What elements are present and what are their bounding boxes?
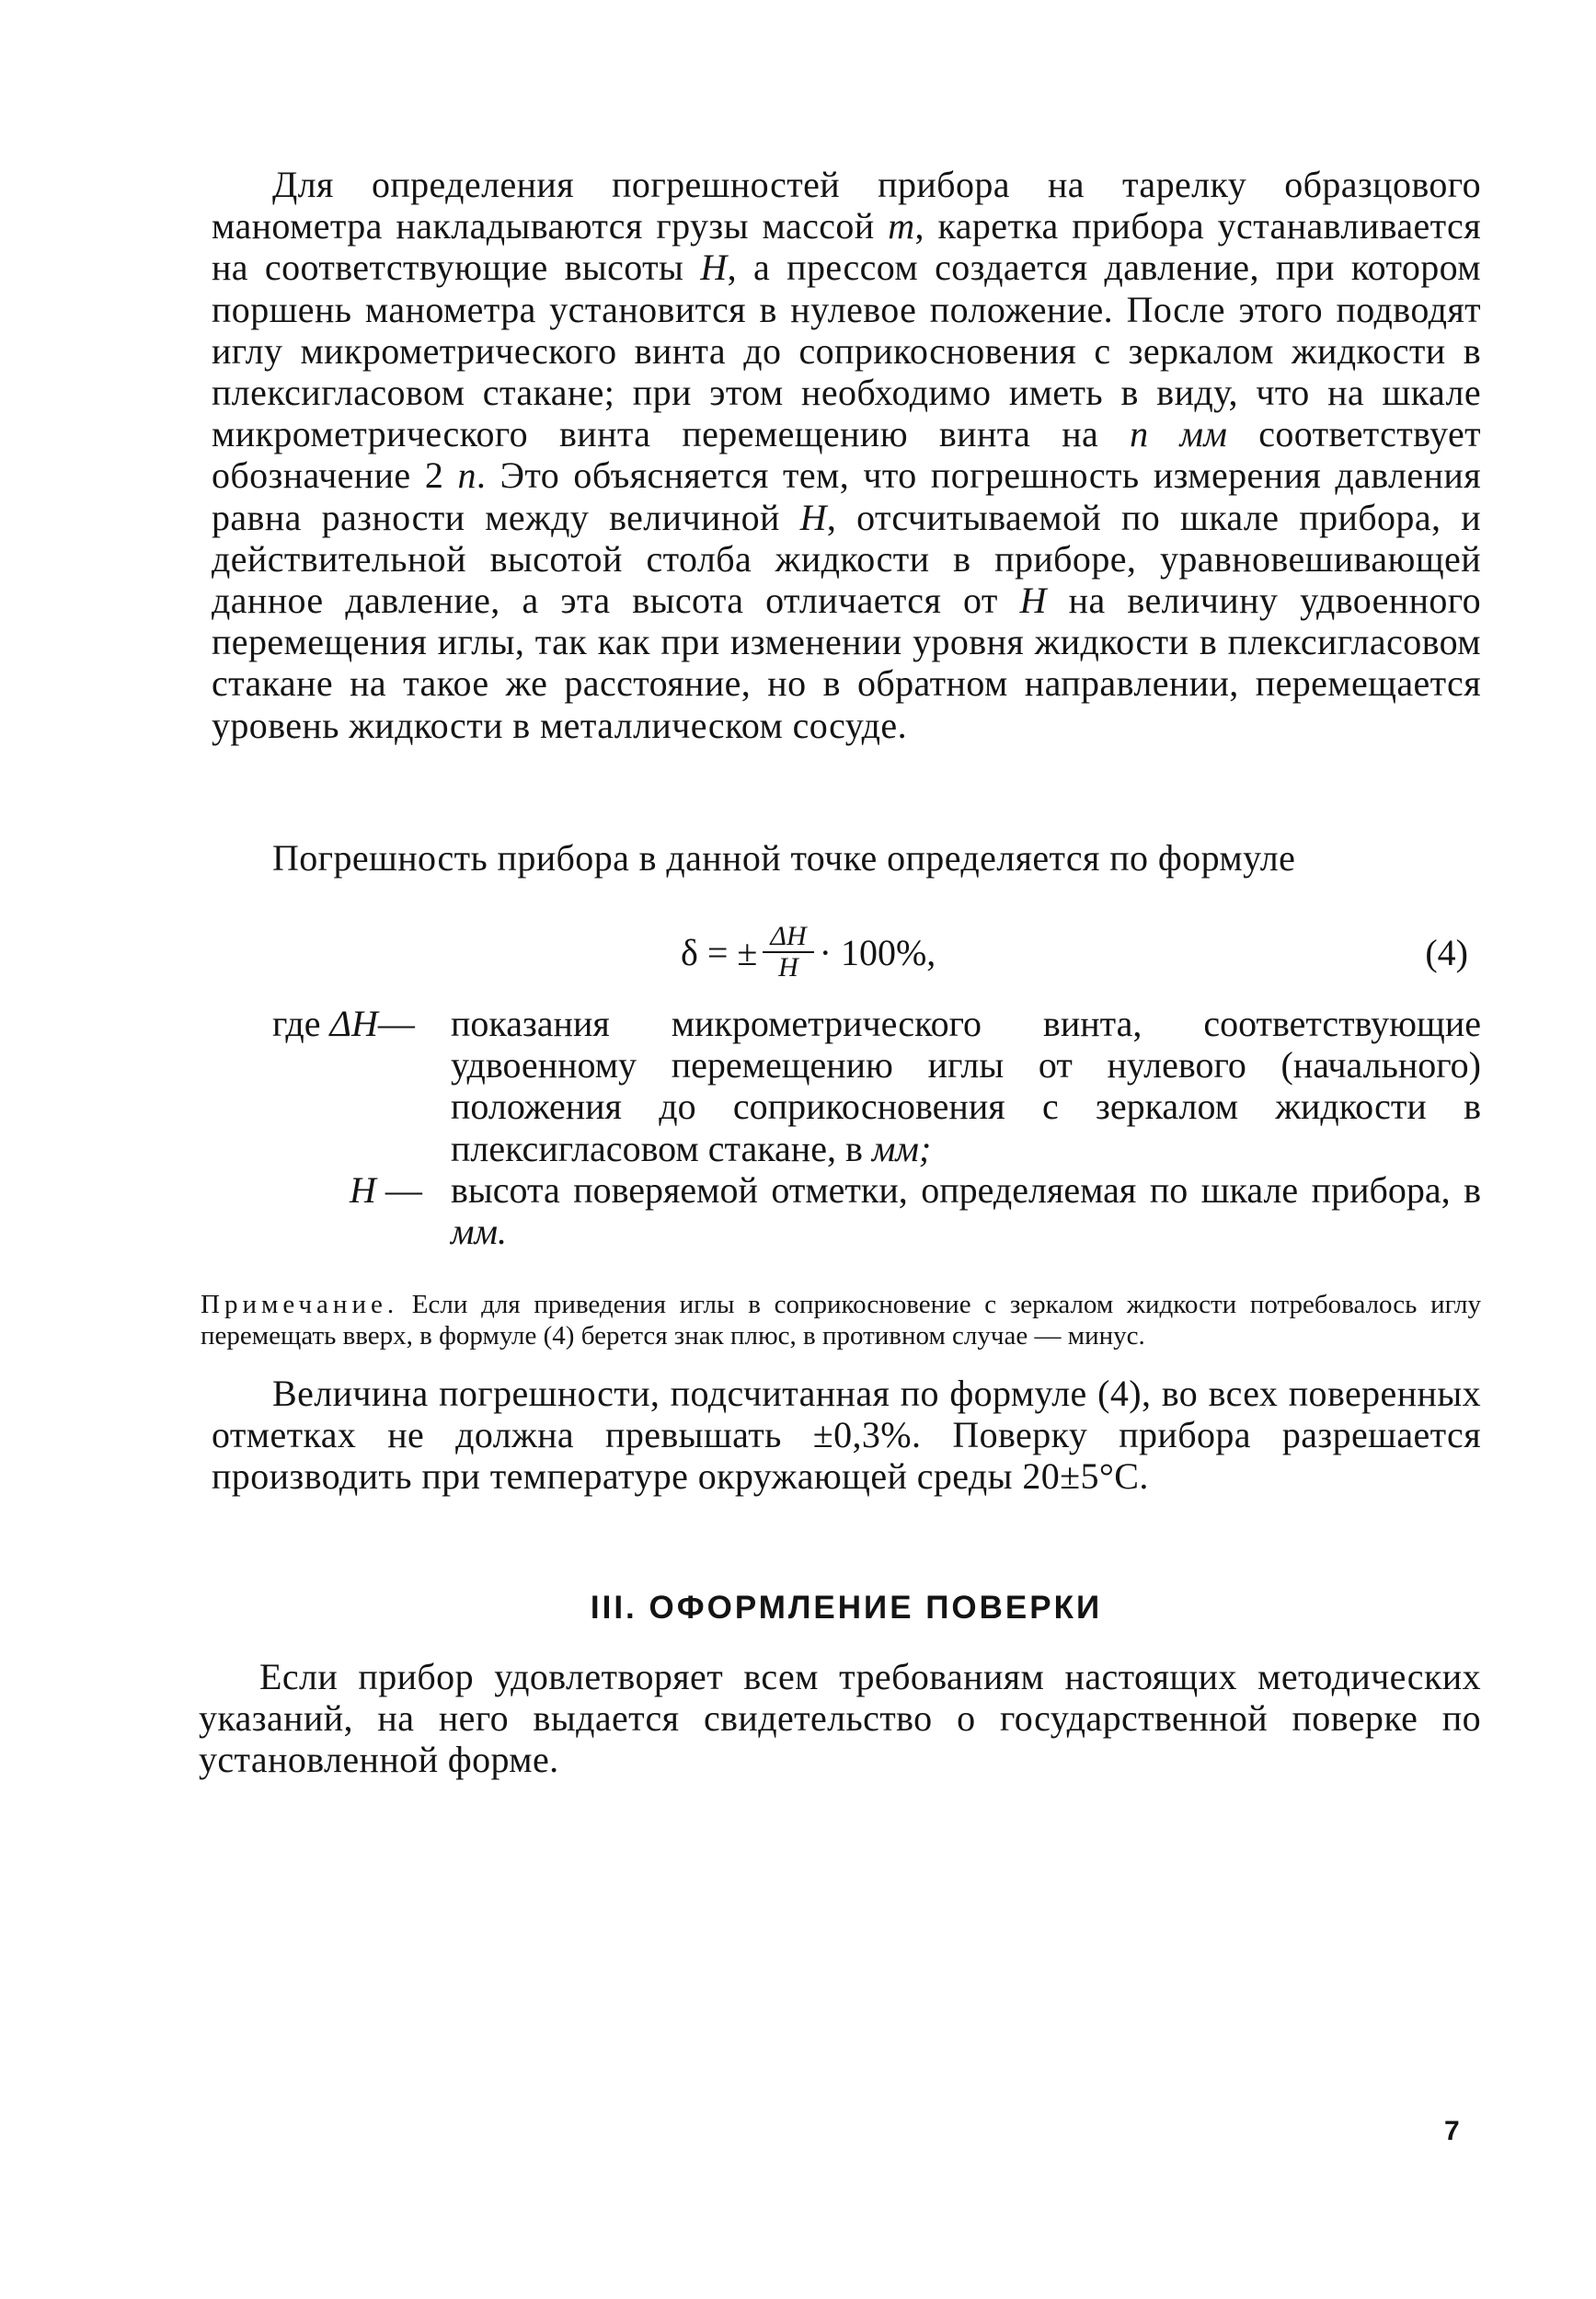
definitions-list: [212, 1003, 1481, 1252]
definition-prefix: где: [272, 1003, 330, 1044]
definition-text: [451, 1169, 1481, 1252]
symbol-m: m: [888, 205, 915, 247]
note-label: Примечание.: [201, 1290, 399, 1319]
section-heading: III. ОФОРМЛЕНИЕ ПОВЕРКИ: [590, 1590, 1103, 1626]
unit: мм.: [451, 1211, 508, 1253]
paragraph-procedure: [212, 164, 1481, 746]
definition-dash: —: [375, 1168, 422, 1211]
text-run: показания микрометрического винта, соответствующие удвоенному перемещению иглы от нулевого (начального) положения до соприкосновения с зеркалом жидкости в плексигласовом стакане, в: [451, 1003, 1481, 1169]
definition-delta-h: [212, 1003, 1481, 1169]
text-run: соответствует обозначение 2: [212, 413, 1481, 497]
symbol-n-mm: n мм: [1130, 413, 1228, 455]
definition-dash: —: [377, 1003, 415, 1044]
symbol-H: H: [799, 496, 827, 538]
formula: [681, 911, 936, 994]
text-run: , отсчитываемой по шкале прибора, и действительной высотой столба жидкости в приборе, уравновешивающей данное давление, а эта высота отличается от: [212, 496, 1481, 622]
text-run: Для определения погрешностей прибора на тарелку образцового манометра накладываются грузы массой: [212, 164, 1481, 247]
definition-symbol: H: [350, 1168, 376, 1211]
text-run: на величину удвоенного перемещения иглы, так как при изменении уровня жидкости в плексигласовом стакане на такое же расстояние, но в обратном направлении, перемещается уровень жидкости в металлическом сосуде.: [212, 580, 1481, 746]
formula-denominator: H: [778, 952, 798, 983]
formula-block: [212, 911, 1481, 994]
unit: мм;: [871, 1127, 932, 1169]
formula-lhs: δ = ±: [681, 931, 758, 973]
text-run: , каретка прибора устанавливается на соответствующие высоты: [212, 205, 1481, 289]
text-run: высота поверяемой отметки, определяемая по шкале прибора, в: [451, 1168, 1481, 1211]
definition-h: [212, 1169, 1481, 1252]
symbol-H: H: [1019, 580, 1047, 622]
note-text: Если для приведения иглы в соприкосновение с зеркалом жидкости потребовалось иглу перемещать вверх, в формуле (4) берется знак плюс, в противном случае — минус.: [201, 1290, 1481, 1351]
formula-number: (4): [1425, 932, 1468, 973]
paragraph-certificate: Если прибор удовлетворяет всем требованиям настоящих методических указаний, на него выдается свидетельство о государственной поверке по установленной форме.: [199, 1656, 1481, 1781]
paragraph-formula-intro: Погрешность прибора в данной точке определяется по формуле: [272, 837, 1296, 879]
definition-symbol: ΔH: [329, 1003, 378, 1044]
definition-term: [272, 1003, 415, 1044]
symbol-H: H: [700, 247, 728, 289]
paragraph-error-limit: Величина погрешности, подсчитанная по формуле (4), во всех поверенных отметках не должна превышать ±0,3%. Поверку прибора разрешается производить при температуре окружающей среды 20±5°C.: [212, 1373, 1481, 1498]
text-run: , а прессом создается давление, при котором поршень манометра установится в нулевое положение. После этого подводят иглу микрометрического винта до соприкосновения с зеркалом жидкости в плексигласовом стакане; при этом необходимо иметь в виду, что на шкале микрометрического винта перемещению винта на: [212, 247, 1482, 455]
note: [201, 1289, 1481, 1351]
definition-text: [451, 1003, 1481, 1169]
formula-numerator: ΔH: [770, 921, 807, 951]
definition-term: [350, 1169, 422, 1211]
text-run: . Это объясняется тем, что погрешность измерения давления равна разности между величиной: [212, 454, 1481, 538]
page-number: 7: [1444, 2116, 1460, 2146]
symbol-n: n: [457, 454, 477, 497]
formula-fraction: [763, 922, 813, 983]
formula-rhs: · 100%,: [819, 931, 936, 973]
